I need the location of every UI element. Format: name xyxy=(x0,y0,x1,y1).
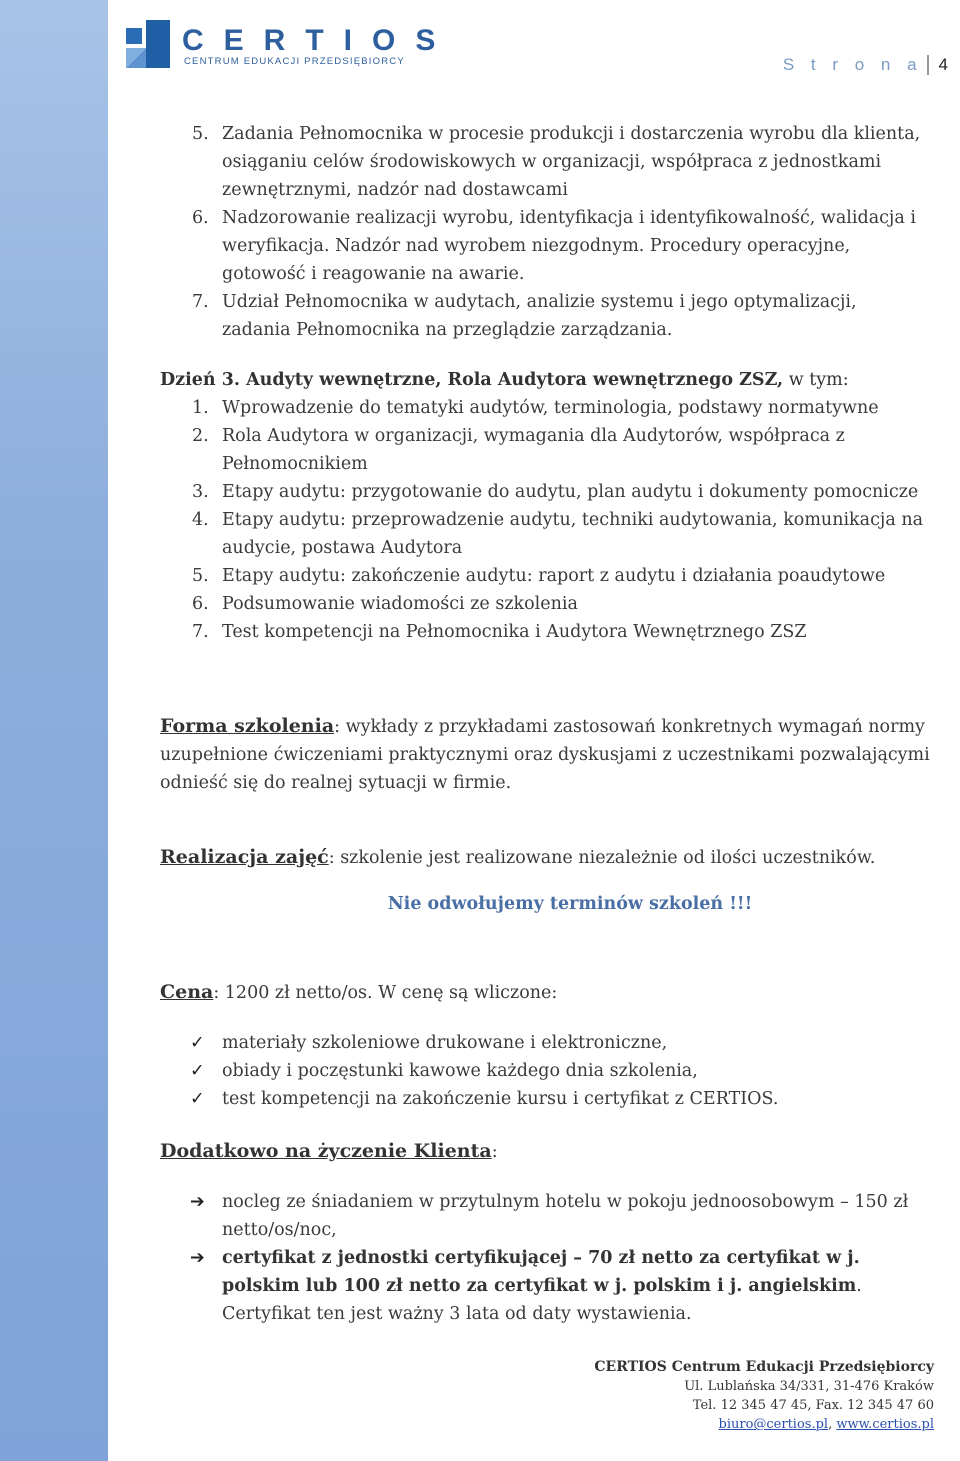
list-item: 4. Etapy audytu: przeprowadzenie audytu, techniki audytowania, komunikacja na audycie, postawa Audytora xyxy=(192,510,924,558)
program-list-day3 xyxy=(160,394,930,646)
list-item: 7. Udział Pełnomocnika w audytach, analizie systemu i jego optymalizacji, zadania Pełnomocnika na przeglądzie zarządzania. xyxy=(192,292,857,340)
list-item: ➔ nocleg ze śniadaniem w przytulnym hotelu w pokoju jednoosobowym – 150 zł netto/os/noc, xyxy=(160,1188,930,1244)
decorative-sidebar xyxy=(0,0,108,1461)
arrow-right-icon: ➔ xyxy=(190,1248,205,1268)
list-item: ✓ test kompetencji na zakończenie kursu i certyfikat z CERTIOS. xyxy=(160,1085,930,1113)
list-item: ✓ materiały szkoleniowe drukowane i elektroniczne, xyxy=(160,1029,930,1057)
list-item: ➔ certyfikat z jednostki certyfikującej – 70 zł netto za certyfikat w j. polskim lub 100 zł netto za certyfikat w j. polskim i j. angielskim. Certyfikat ten jest ważny 3 lata od daty wystawienia. xyxy=(160,1244,930,1328)
footer-company: CERTIOS Centrum Edukacji Przedsiębiorcy xyxy=(594,1359,934,1375)
list-item: 1. Wprowadzenie do tematyki audytów, terminologia, podstawy normatywne xyxy=(192,398,879,418)
forma-text: : wykłady z przykładami zastosowań konkretnych wymagań normy uzupełnione ćwiczeniami praktycznymi oraz dyskusjami z uczestnikami pozwalającymi odnieść się do realnej sytuacji w firmie. xyxy=(160,717,930,793)
included-list xyxy=(160,1029,930,1113)
svg-text:CENTRUM EDUKACJI PRZEDSIĘBIORC: CENTRUM EDUKACJI PRZEDSIĘBIORCY xyxy=(184,56,405,67)
page-label: S t r o n a xyxy=(782,55,923,74)
list-item: 2. Rola Audytora w organizacji, wymagania dla Audytorów, współpraca z Pełnomocnikiem xyxy=(192,426,845,474)
arrow-right-icon: ➔ xyxy=(190,1192,205,1212)
footer-address: Ul. Lublańska 34/331, 31-476 Kraków xyxy=(684,1379,934,1394)
program-list-day2 xyxy=(160,120,930,344)
svg-text:CERTIOS: CERTIOS xyxy=(182,24,456,57)
cancellation-notice: Nie odwołujemy terminów szkoleń !!! xyxy=(387,894,753,914)
footer-links: biuro@certios.pl, www.certios.pl xyxy=(718,1417,934,1432)
list-item: 5. Zadania Pełnomocnika w procesie produkcji i dostarczenia wyrobu dla klienta, osiąganiu celów środowiskowych w organizacji, współpraca z jednostkami zewnętrznymi, nadzór nad dostawcami xyxy=(192,124,921,200)
cena-text: : 1200 zł netto/os. W cenę są wliczone: xyxy=(213,983,558,1003)
email-link[interactable]: biuro@certios.pl xyxy=(718,1417,829,1432)
realizacja-title: Realizacja zajęć xyxy=(160,846,329,868)
list-item: 6. Podsumowanie wiadomości ze szkolenia xyxy=(192,594,578,614)
realizacja-section xyxy=(160,843,930,872)
cena-section xyxy=(160,978,930,1007)
list-item: 5. Etapy audytu: zakończenie audytu: raport z audytu i działania poaudytowe xyxy=(192,566,886,586)
footer-contact xyxy=(594,1358,934,1434)
dodatkowo-section: Dodatkowo na życzenie Klienta: xyxy=(160,1140,498,1162)
checkmark-icon: ✓ xyxy=(190,1061,205,1081)
page-number: 4 xyxy=(927,55,948,75)
list-item: ✓ obiady i poczęstunki kawowe każdego dnia szkolenia, xyxy=(160,1057,930,1085)
checkmark-icon: ✓ xyxy=(190,1089,205,1109)
forma-title: Forma szkolenia xyxy=(160,715,335,737)
list-item: 3. Etapy audytu: przygotowanie do audytu, plan audytu i dokumenty pomocnicze xyxy=(192,482,919,502)
list-item: 6. Nadzorowanie realizacji wyrobu, identyfikacja i identyfikowalność, walidacja i weryfikacja. Nadzór nad wyrobem niezgodnym. Procedury operacyjne, gotowość i reagowanie na awarie. xyxy=(192,208,916,284)
day3-heading: Dzień 3. Audyty wewnętrzne, Rola Audytora wewnętrznego ZSZ, w tym: xyxy=(160,370,849,390)
footer-phone: Tel. 12 345 47 45, Fax. 12 345 47 60 xyxy=(692,1398,934,1413)
website-link[interactable]: www.certios.pl xyxy=(836,1417,934,1432)
certios-logo xyxy=(122,14,472,70)
dodatkowo-title: Dodatkowo na życzenie Klienta xyxy=(160,1140,492,1162)
cena-title: Cena xyxy=(160,981,214,1003)
extras-list xyxy=(160,1188,930,1328)
list-item: 7. Test kompetencji na Pełnomocnika i Audytora Wewnętrznego ZSZ xyxy=(192,622,807,642)
document-body xyxy=(160,120,930,1328)
checkmark-icon: ✓ xyxy=(190,1033,205,1053)
forma-section xyxy=(160,712,930,797)
page-number-header xyxy=(783,52,948,78)
realizacja-text: : szkolenie jest realizowane niezależnie od ilości uczestników. xyxy=(328,848,876,868)
